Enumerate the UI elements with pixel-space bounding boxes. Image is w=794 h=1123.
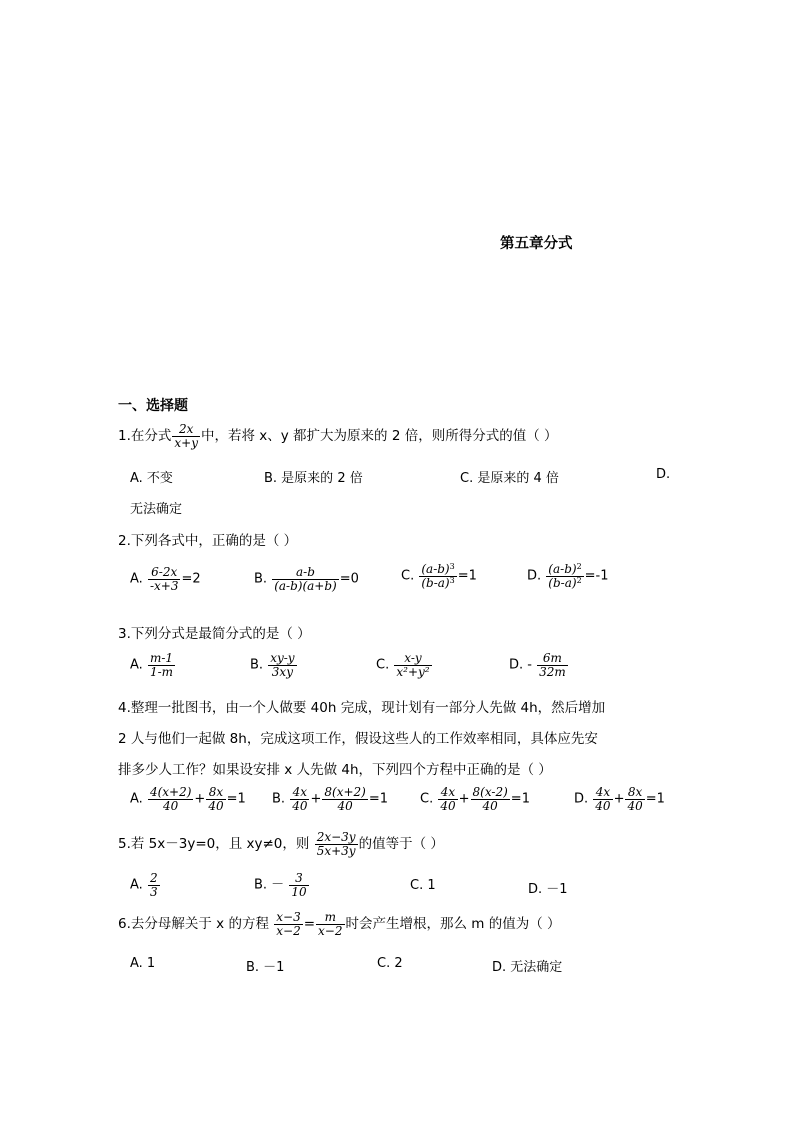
- q4-d-fraction-2-numerator: 8x: [625, 786, 644, 800]
- q5-option-a: [130, 872, 161, 898]
- q2-c-numerator-base: (a-b): [421, 562, 450, 576]
- q3-c-fraction: [394, 652, 431, 678]
- q5-option-b: [254, 872, 310, 898]
- q4-c-label: C.: [420, 791, 434, 807]
- q2-d-label: D.: [527, 568, 542, 584]
- q4-a-equals: =1: [226, 791, 246, 807]
- q2-d-equals: =-1: [584, 568, 609, 584]
- q1-option-a: A. 不变: [130, 471, 173, 486]
- q3-d-denominator: 32m: [539, 664, 566, 679]
- q1-stem: [118, 423, 558, 449]
- q3-a-denominator: 1-m: [149, 664, 174, 679]
- q2-option-a: [130, 566, 201, 592]
- q3-c-denominator: x²+y²: [396, 664, 430, 679]
- q5-a-numerator: 2: [149, 871, 158, 885]
- q1-option-d-text: 无法确定: [130, 502, 183, 517]
- q5-a-denominator: 3: [149, 884, 158, 899]
- section-heading: 一、选择题: [118, 398, 188, 414]
- q5-suffix: 的值等于（ ）: [358, 836, 444, 853]
- q2-c-denominator-base: (b-a): [421, 575, 450, 590]
- q3-c-label: C.: [376, 657, 390, 673]
- q4-stem-line-1: 4.整理一批图书，由一个人做要 40h 完成，现计划有一部分人先做 4h，然后增加: [118, 700, 606, 716]
- q6-fraction-2-denominator: x−2: [318, 923, 343, 938]
- q2-c-denominator: [419, 577, 456, 590]
- q3-a-label: A.: [130, 657, 143, 673]
- q4-c-fraction-1: [438, 786, 457, 812]
- q6-fraction-1-numerator: x−3: [276, 910, 301, 924]
- q4-d-fraction-1-numerator: 4x: [593, 786, 612, 800]
- q6-fraction-1-denominator: x−2: [276, 923, 301, 938]
- q4-d-label: D.: [574, 791, 589, 807]
- q3-a-numerator: m-1: [149, 651, 174, 665]
- q2-d-numerator: [546, 563, 583, 577]
- q4-a-fraction-2-numerator: 8x: [206, 786, 225, 800]
- q3-c-numerator: x-y: [394, 652, 431, 666]
- q3-option-c: [376, 652, 433, 678]
- q4-a-plus: +: [194, 791, 206, 807]
- q2-a-numerator: 6-2x: [148, 566, 181, 580]
- q1-prefix: 1.在分式: [118, 428, 172, 445]
- q4-d-fraction-1-denominator: 40: [595, 798, 611, 813]
- q4-c-fraction-1-numerator: 4x: [438, 786, 457, 800]
- q4-option-b: [272, 786, 388, 812]
- q4-a-fraction-2-denominator: 40: [208, 798, 224, 813]
- q2-d-numerator-exponent: 2: [576, 562, 582, 571]
- q5-stem: [118, 831, 444, 857]
- q2-option-b: [254, 566, 359, 592]
- q2-option-d: [527, 563, 609, 589]
- q1-option-d: D.: [656, 467, 671, 482]
- q5-b-label: B. －: [254, 877, 285, 893]
- q3-b-numerator: xy-y: [270, 651, 295, 665]
- q4-d-plus: +: [613, 791, 625, 807]
- q3-option-a: [130, 652, 176, 678]
- q5-fraction-numerator: 2x−3y: [316, 830, 356, 844]
- q6-suffix: 时会产生增根，那么 m 的值为（ ）: [345, 916, 561, 933]
- q4-option-a: [130, 786, 246, 812]
- q1-fraction-denominator: x+y: [174, 435, 198, 450]
- document-title: 第五章分式: [500, 236, 573, 252]
- q5-fraction: [315, 831, 358, 857]
- q5-b-fraction: [289, 872, 308, 898]
- q2-c-numerator-exponent: 3: [449, 562, 455, 571]
- q2-c-equals: =1: [457, 568, 477, 584]
- q4-b-plus: +: [310, 791, 322, 807]
- q4-b-fraction-1-numerator: 4x: [290, 786, 309, 800]
- q4-stem-line-2: 2 人与他们一起做 8h，完成这项工作，假设这些人的工作效率相同，具体应先安: [118, 731, 598, 747]
- q4-d-fraction-2: [625, 786, 644, 812]
- q4-a-fraction-1: [148, 786, 193, 812]
- q6-fraction-2: [316, 911, 344, 937]
- q3-option-d: [509, 652, 569, 678]
- q6-option-b: B. －1: [246, 960, 285, 975]
- q2-b-denominator: (a-b)(a+b): [274, 578, 337, 593]
- q4-c-fraction-2: [471, 786, 510, 812]
- q6-option-a: A. 1: [130, 956, 156, 971]
- q5-a-label: A.: [130, 877, 143, 893]
- q4-c-equals: =1: [510, 791, 530, 807]
- q6-fraction-1: [274, 911, 302, 937]
- q3-d-label: D. -: [509, 657, 532, 673]
- q5-b-numerator: 3: [289, 872, 308, 886]
- q4-a-label: A.: [130, 791, 143, 807]
- q3-d-fraction: [537, 652, 568, 678]
- q4-b-fraction-1-denominator: 40: [292, 798, 308, 813]
- q4-b-fraction-2-numerator: 8(x+2): [324, 785, 366, 799]
- q5-a-fraction: [148, 872, 160, 898]
- q2-b-numerator: a-b: [272, 566, 339, 580]
- q2-d-denominator-base: (b-a): [548, 575, 577, 590]
- q2-stem: 2.下列各式中，正确的是（ ）: [118, 533, 298, 549]
- q6-fraction-2-numerator: m: [316, 911, 344, 925]
- q2-b-label: B.: [254, 571, 268, 587]
- q4-stem-line-3: 排多少人工作？如果设安排 x 人先做 4h，下列四个方程中正确的是（ ）: [118, 762, 552, 778]
- q4-b-fraction-1: [290, 786, 309, 812]
- q2-c-label: C.: [401, 568, 415, 584]
- q4-c-fraction-2-denominator: 40: [482, 798, 498, 813]
- q3-option-b: [250, 652, 298, 678]
- q5-fraction-denominator: 5x+3y: [316, 843, 356, 858]
- q2-a-label: A.: [130, 571, 143, 587]
- q2-b-fraction: [272, 566, 339, 592]
- q4-a-fraction-1-denominator: 40: [163, 798, 179, 813]
- q3-a-fraction: [148, 652, 175, 678]
- q2-c-fraction: [419, 563, 456, 589]
- q4-b-label: B.: [272, 791, 286, 807]
- q1-fraction-numerator: 2x: [172, 423, 200, 437]
- q4-b-equals: =1: [368, 791, 389, 807]
- q4-option-d: [574, 786, 665, 812]
- q5-prefix: 5.若 5x－3y=0，且 xy≠0，则: [118, 836, 310, 853]
- q2-option-c: [401, 563, 477, 589]
- q2-c-denominator-exponent: 3: [449, 575, 455, 585]
- q4-d-fraction-1: [593, 786, 612, 812]
- q5-option-c: C. 1: [410, 878, 436, 893]
- q6-prefix: 6.去分母解关于 x 的方程: [118, 916, 269, 933]
- q3-b-denominator: 3xy: [271, 664, 293, 679]
- q4-d-fraction-2-denominator: 40: [627, 798, 643, 813]
- q5-option-d: D. －1: [528, 882, 568, 897]
- q3-d-numerator: 6m: [537, 652, 568, 666]
- q5-b-denominator: 10: [291, 884, 307, 899]
- q2-c-numerator: [419, 563, 456, 577]
- q6-equals: =: [303, 916, 316, 933]
- q6-option-d: D. 无法确定: [492, 960, 563, 975]
- q4-option-c: [420, 786, 530, 812]
- q6-option-c: C. 2: [377, 956, 403, 971]
- q1-suffix: 中，若将 x、y 都扩大为原来的 2 倍，则所得分式的值（ ）: [201, 428, 558, 445]
- q2-a-equals: =2: [181, 571, 201, 587]
- q6-stem: [118, 911, 561, 937]
- q4-b-fraction-2-denominator: 40: [337, 798, 353, 813]
- q3-stem: 3.下列分式是最简分式的是（ ）: [118, 626, 311, 642]
- q4-a-fraction-2: [206, 786, 225, 812]
- q4-d-equals: =1: [645, 791, 665, 807]
- q2-d-fraction: [546, 563, 583, 589]
- q1-fraction: [172, 423, 200, 449]
- q4-c-fraction-1-denominator: 40: [440, 798, 456, 813]
- q1-option-b: B. 是原来的 2 倍: [264, 471, 363, 486]
- q2-d-denominator: [546, 577, 583, 590]
- q3-b-label: B.: [250, 657, 264, 673]
- q4-b-fraction-2: [322, 786, 367, 812]
- q2-d-numerator-base: (a-b): [548, 562, 577, 576]
- q1-option-c: C. 是原来的 4 倍: [460, 471, 559, 486]
- q4-c-plus: +: [458, 791, 470, 807]
- q2-a-denominator: -x+3: [149, 578, 179, 593]
- q2-d-denominator-exponent: 2: [576, 575, 582, 585]
- q2-a-fraction: [148, 566, 181, 592]
- q4-a-fraction-1-numerator: 4(x+2): [149, 785, 192, 799]
- q3-b-fraction: [268, 652, 296, 678]
- q4-c-fraction-2-numerator: 8(x-2): [472, 785, 508, 799]
- q2-b-equals: =0: [339, 571, 359, 587]
